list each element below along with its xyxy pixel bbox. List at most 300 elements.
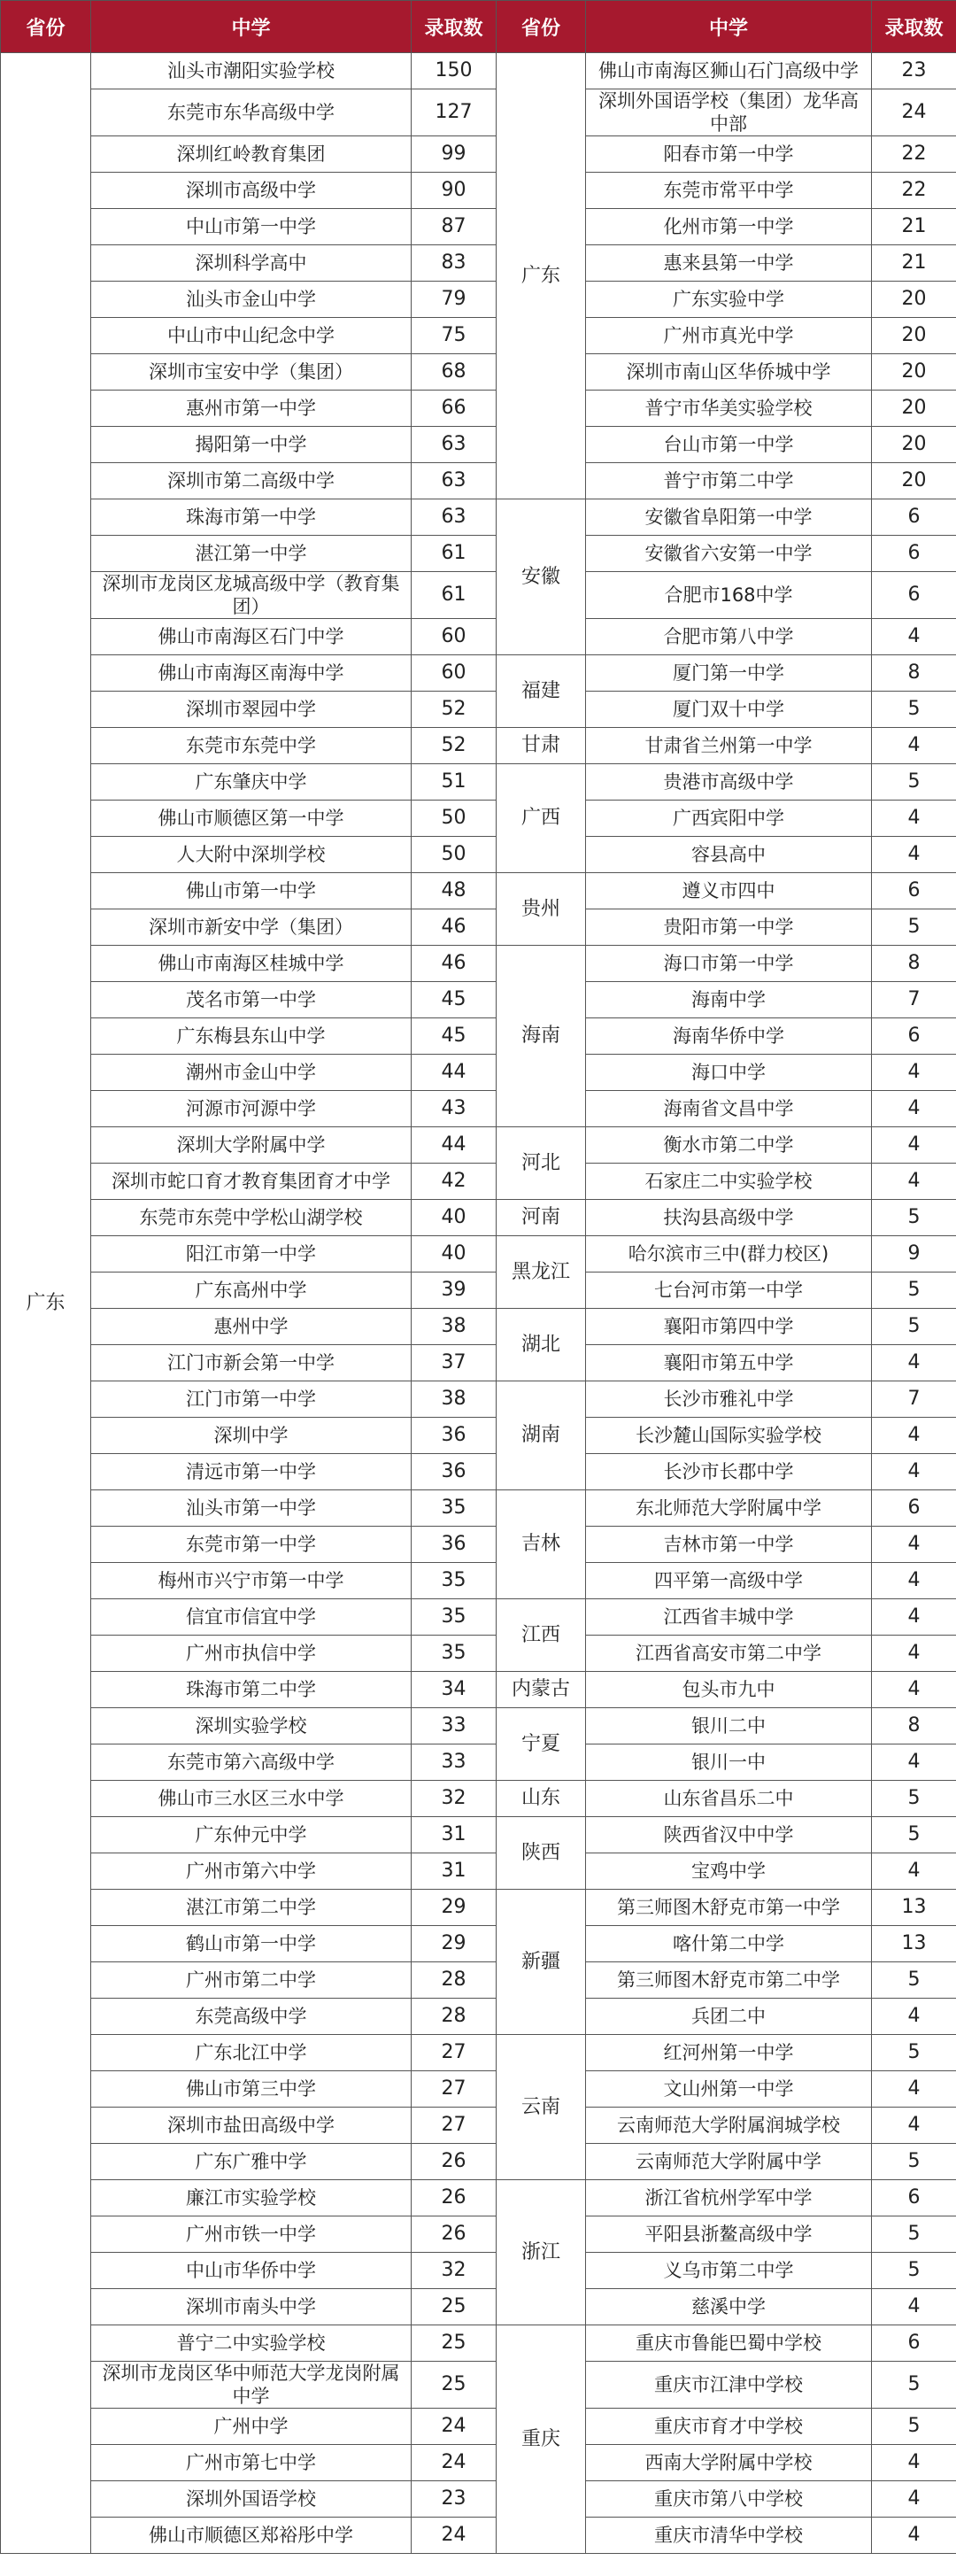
table-row: [1, 2253, 956, 2289]
count-cell: 5: [872, 2409, 956, 2445]
count-cell: 4: [872, 1091, 956, 1127]
school-cell: 普宁市第二中学: [586, 463, 872, 499]
count-cell: 13: [872, 1890, 956, 1926]
school-cell: 重庆市清华中学校: [586, 2518, 872, 2554]
school-cell: 甘肃省兰州第一中学: [586, 728, 872, 764]
count-cell: 24: [412, 2518, 497, 2554]
count-cell: 38: [412, 1381, 497, 1418]
table-row: [1, 1817, 956, 1853]
school-cell: 宝鸡中学: [586, 1853, 872, 1890]
count-cell: 6: [872, 873, 956, 909]
count-cell: 45: [412, 1018, 497, 1055]
table-row: [1, 1853, 956, 1890]
school-cell: 东莞市第一中学: [91, 1527, 412, 1563]
count-cell: 4: [872, 1527, 956, 1563]
count-cell: 26: [412, 2216, 497, 2253]
school-cell: 中山市中山纪念中学: [91, 318, 412, 354]
count-cell: 63: [412, 463, 497, 499]
table-row: [1, 1127, 956, 1164]
count-cell: 35: [412, 1563, 497, 1599]
province-cell: 甘肃: [497, 728, 586, 764]
count-cell: 4: [872, 728, 956, 764]
count-cell: 61: [412, 536, 497, 572]
school-cell: 佛山市三水区三水中学: [91, 1781, 412, 1817]
count-cell: 28: [412, 1999, 497, 2035]
province-cell: 重庆: [497, 2325, 586, 2554]
school-cell: 佛山市第一中学: [91, 873, 412, 909]
school-cell: 石家庄二中实验学校: [586, 1164, 872, 1200]
count-cell: 90: [412, 173, 497, 209]
school-cell: 重庆市育才中学校: [586, 2409, 872, 2445]
count-cell: 33: [412, 1744, 497, 1781]
count-cell: 24: [412, 2445, 497, 2481]
count-cell: 4: [872, 1418, 956, 1454]
table-row: [1, 1744, 956, 1781]
province-cell: 宁夏: [497, 1708, 586, 1781]
school-cell: 深圳市南山区华侨城中学: [586, 354, 872, 391]
province-cell-left: 广东: [1, 53, 91, 2554]
school-cell: 合肥市168中学: [586, 572, 872, 619]
school-cell: 化州市第一中学: [586, 209, 872, 245]
school-cell: 东莞市常平中学: [586, 173, 872, 209]
table-row: [1, 1490, 956, 1527]
school-cell: 云南师范大学附属润城学校: [586, 2108, 872, 2144]
table-row: [1, 909, 956, 946]
school-cell: 惠来县第一中学: [586, 245, 872, 282]
count-cell: 29: [412, 1890, 497, 1926]
province-cell: 黑龙江: [497, 1236, 586, 1309]
school-cell: 广州市真光中学: [586, 318, 872, 354]
school-cell: 潮州市金山中学: [91, 1055, 412, 1091]
count-cell: 87: [412, 209, 497, 245]
school-cell: 佛山市南海区南海中学: [91, 655, 412, 692]
count-cell: 4: [872, 1672, 956, 1708]
province-cell: 河北: [497, 1127, 586, 1200]
count-cell: 52: [412, 692, 497, 728]
count-cell: 6: [872, 1018, 956, 1055]
table-row: [1, 1636, 956, 1672]
table-row: [1, 1999, 956, 2035]
count-cell: 35: [412, 1490, 497, 1527]
count-cell: 4: [872, 619, 956, 655]
school-cell: 深圳市高级中学: [91, 173, 412, 209]
count-cell: 8: [872, 946, 956, 982]
province-cell: 山东: [497, 1781, 586, 1817]
table-row: [1, 2518, 956, 2554]
school-cell: 哈尔滨市三中(群力校区): [586, 1236, 872, 1273]
school-cell: 惠州中学: [91, 1309, 412, 1345]
school-cell: 汕头市第一中学: [91, 1490, 412, 1527]
count-cell: 99: [412, 136, 497, 173]
count-cell: 42: [412, 1164, 497, 1200]
count-cell: 37: [412, 1345, 497, 1381]
header-school-2: 中学: [586, 1, 872, 53]
count-cell: 33: [412, 1708, 497, 1744]
table-row: [1, 1055, 956, 1091]
table-row: [1, 173, 956, 209]
school-cell: 深圳市龙岗区龙城高级中学（教育集团）: [91, 572, 412, 619]
school-cell: 河源市河源中学: [91, 1091, 412, 1127]
count-cell: 5: [872, 2216, 956, 2253]
count-cell: 7: [872, 1381, 956, 1418]
table-row: [1, 1527, 956, 1563]
count-cell: 63: [412, 499, 497, 536]
count-cell: 60: [412, 619, 497, 655]
count-cell: 45: [412, 982, 497, 1018]
count-cell: 50: [412, 801, 497, 837]
school-cell: 台山市第一中学: [586, 427, 872, 463]
count-cell: 4: [872, 2071, 956, 2108]
table-row: [1, 728, 956, 764]
table-row: [1, 1309, 956, 1345]
count-cell: 48: [412, 873, 497, 909]
count-cell: 4: [872, 2108, 956, 2144]
count-cell: 25: [412, 2325, 497, 2362]
count-cell: 5: [872, 1273, 956, 1309]
count-cell: 39: [412, 1273, 497, 1309]
count-cell: 20: [872, 282, 956, 318]
school-cell: 佛山市第三中学: [91, 2071, 412, 2108]
count-cell: 46: [412, 946, 497, 982]
count-cell: 31: [412, 1817, 497, 1853]
table-row: [1, 619, 956, 655]
count-cell: 46: [412, 909, 497, 946]
count-cell: 6: [872, 2180, 956, 2216]
school-cell: 海南省文昌中学: [586, 1091, 872, 1127]
school-cell: 深圳市龙岗区华中师范大学龙岗附属中学: [91, 2362, 412, 2409]
province-cell: 湖北: [497, 1309, 586, 1381]
count-cell: 51: [412, 764, 497, 801]
count-cell: 127: [412, 89, 497, 136]
school-cell: 深圳市蛇口育才教育集团育才中学: [91, 1164, 412, 1200]
count-cell: 4: [872, 1563, 956, 1599]
school-cell: 广东北江中学: [91, 2035, 412, 2071]
school-cell: 深圳实验学校: [91, 1708, 412, 1744]
table-row: [1, 2108, 956, 2144]
count-cell: 24: [412, 2409, 497, 2445]
count-cell: 40: [412, 1200, 497, 1236]
school-cell: 重庆市鲁能巴蜀中学校: [586, 2325, 872, 2362]
school-cell: 厦门第一中学: [586, 655, 872, 692]
school-cell: 长沙市雅礼中学: [586, 1381, 872, 1418]
count-cell: 4: [872, 1636, 956, 1672]
count-cell: 32: [412, 2253, 497, 2289]
count-cell: 5: [872, 1200, 956, 1236]
province-cell: 海南: [497, 946, 586, 1127]
school-cell: 广州市第七中学: [91, 2445, 412, 2481]
table-row: [1, 1926, 956, 1962]
school-cell: 深圳大学附属中学: [91, 1127, 412, 1164]
count-cell: 38: [412, 1309, 497, 1345]
count-cell: 23: [872, 53, 956, 89]
school-cell: 西南大学附属中学校: [586, 2445, 872, 2481]
school-cell: 深圳外国语学校: [91, 2481, 412, 2518]
count-cell: 6: [872, 2325, 956, 2362]
table-row: [1, 2481, 956, 2518]
school-cell: 包头市九中: [586, 1672, 872, 1708]
count-cell: 25: [412, 2289, 497, 2325]
school-cell: 广东梅县东山中学: [91, 1018, 412, 1055]
school-cell: 喀什第二中学: [586, 1926, 872, 1962]
table-row: [1, 1381, 956, 1418]
school-cell: 深圳红岭教育集团: [91, 136, 412, 173]
school-cell: 江西省高安市第二中学: [586, 1636, 872, 1672]
school-cell: 佛山市南海区桂城中学: [91, 946, 412, 982]
count-cell: 44: [412, 1127, 497, 1164]
school-cell: 阳江市第一中学: [91, 1236, 412, 1273]
table-row: [1, 1018, 956, 1055]
school-cell: 厦门双十中学: [586, 692, 872, 728]
school-cell: 湛江第一中学: [91, 536, 412, 572]
header-province: 省份: [1, 1, 91, 53]
school-cell: 陕西省汉中中学: [586, 1817, 872, 1853]
table-row: [1, 692, 956, 728]
count-cell: 63: [412, 427, 497, 463]
count-cell: 52: [412, 728, 497, 764]
count-cell: 68: [412, 354, 497, 391]
count-cell: 83: [412, 245, 497, 282]
count-cell: 4: [872, 1744, 956, 1781]
school-cell: 广东实验中学: [586, 282, 872, 318]
count-cell: 25: [412, 2362, 497, 2409]
school-cell: 廉江市实验学校: [91, 2180, 412, 2216]
school-cell: 四平第一高级中学: [586, 1563, 872, 1599]
table-row: [1, 655, 956, 692]
count-cell: 5: [872, 692, 956, 728]
count-cell: 26: [412, 2180, 497, 2216]
school-cell: 长沙市长郡中学: [586, 1454, 872, 1490]
school-cell: 惠州市第一中学: [91, 391, 412, 427]
school-cell: 江门市第一中学: [91, 1381, 412, 1418]
school-cell: 佛山市顺德区郑裕彤中学: [91, 2518, 412, 2554]
province-cell: 浙江: [497, 2180, 586, 2325]
school-cell: 东莞高级中学: [91, 1999, 412, 2035]
count-cell: 26: [412, 2144, 497, 2180]
table-row: [1, 1454, 956, 1490]
school-cell: 安徽省六安第一中学: [586, 536, 872, 572]
province-cell: 吉林: [497, 1490, 586, 1599]
count-cell: 44: [412, 1055, 497, 1091]
province-cell: 安徽: [497, 499, 586, 655]
school-cell: 银川二中: [586, 1708, 872, 1744]
count-cell: 6: [872, 536, 956, 572]
school-cell: 江西省丰城中学: [586, 1599, 872, 1636]
header-count: 录取数: [412, 1, 497, 53]
school-cell: 广东高州中学: [91, 1273, 412, 1309]
school-cell: 佛山市顺德区第一中学: [91, 801, 412, 837]
table-body: [1, 53, 956, 2554]
province-cell: 湖南: [497, 1381, 586, 1490]
count-cell: 4: [872, 801, 956, 837]
school-cell: 海口市第一中学: [586, 946, 872, 982]
school-cell: 茂名市第一中学: [91, 982, 412, 1018]
province-cell: 贵州: [497, 873, 586, 946]
count-cell: 5: [872, 1817, 956, 1853]
count-cell: 4: [872, 1999, 956, 2035]
school-cell: 东北师范大学附属中学: [586, 1490, 872, 1527]
school-cell: 东莞市东莞中学松山湖学校: [91, 1200, 412, 1236]
table-row: [1, 2445, 956, 2481]
school-cell: 吉林市第一中学: [586, 1527, 872, 1563]
school-cell: 东莞市第六高级中学: [91, 1744, 412, 1781]
header-province-2: 省份: [497, 1, 586, 53]
header-school: 中学: [91, 1, 412, 53]
table-row: [1, 1273, 956, 1309]
table-row: [1, 572, 956, 619]
table-row: [1, 946, 956, 982]
school-cell: 普宁市华美实验学校: [586, 391, 872, 427]
school-cell: 襄阳市第五中学: [586, 1345, 872, 1381]
count-cell: 5: [872, 2035, 956, 2071]
table-row: [1, 1164, 956, 1200]
count-cell: 4: [872, 2289, 956, 2325]
count-cell: 50: [412, 837, 497, 873]
table-row: [1, 427, 956, 463]
table-row: [1, 1418, 956, 1454]
count-cell: 75: [412, 318, 497, 354]
school-cell: 七台河市第一中学: [586, 1273, 872, 1309]
table-row: [1, 136, 956, 173]
header-count-2: 录取数: [872, 1, 956, 53]
count-cell: 43: [412, 1091, 497, 1127]
table-row: [1, 282, 956, 318]
school-cell: 重庆市江津中学校: [586, 2362, 872, 2409]
count-cell: 20: [872, 391, 956, 427]
table-row: [1, 245, 956, 282]
count-cell: 5: [872, 764, 956, 801]
school-cell: 深圳科学高中: [91, 245, 412, 282]
province-cell: 广东: [497, 53, 586, 499]
count-cell: 40: [412, 1236, 497, 1273]
count-cell: 150: [412, 53, 497, 89]
count-cell: 4: [872, 1127, 956, 1164]
table-row: [1, 1200, 956, 1236]
province-cell: 广西: [497, 764, 586, 873]
table-row: [1, 873, 956, 909]
school-cell: 清远市第一中学: [91, 1454, 412, 1490]
school-cell: 珠海市第二中学: [91, 1672, 412, 1708]
count-cell: 9: [872, 1236, 956, 1273]
school-cell: 鹤山市第一中学: [91, 1926, 412, 1962]
school-cell: 揭阳第一中学: [91, 427, 412, 463]
count-cell: 20: [872, 463, 956, 499]
school-cell: 海南中学: [586, 982, 872, 1018]
province-cell: 陕西: [497, 1817, 586, 1890]
school-cell: 珠海市第一中学: [91, 499, 412, 536]
count-cell: 24: [872, 89, 956, 136]
school-cell: 深圳市盐田高级中学: [91, 2108, 412, 2144]
school-cell: 江门市新会第一中学: [91, 1345, 412, 1381]
table-row: [1, 2144, 956, 2180]
table-row: [1, 1781, 956, 1817]
count-cell: 4: [872, 1164, 956, 1200]
count-cell: 34: [412, 1672, 497, 1708]
count-cell: 6: [872, 499, 956, 536]
count-cell: 61: [412, 572, 497, 619]
school-cell: 文山州第一中学: [586, 2071, 872, 2108]
count-cell: 7: [872, 982, 956, 1018]
count-cell: 6: [872, 1490, 956, 1527]
school-cell: 襄阳市第四中学: [586, 1309, 872, 1345]
school-cell: 汕头市金山中学: [91, 282, 412, 318]
school-cell: 兵团二中: [586, 1999, 872, 2035]
school-cell: 第三师图木舒克市第一中学: [586, 1890, 872, 1926]
school-cell: 广州市铁一中学: [91, 2216, 412, 2253]
table-row: [1, 318, 956, 354]
school-cell: 衡水市第二中学: [586, 1127, 872, 1164]
school-cell: 广州市第二中学: [91, 1962, 412, 1999]
count-cell: 36: [412, 1418, 497, 1454]
province-cell: 云南: [497, 2035, 586, 2180]
count-cell: 28: [412, 1962, 497, 1999]
province-cell: 江西: [497, 1599, 586, 1672]
school-cell: 广州市第六中学: [91, 1853, 412, 1890]
school-cell: 信宜市信宜中学: [91, 1599, 412, 1636]
school-cell: 慈溪中学: [586, 2289, 872, 2325]
table-row: [1, 764, 956, 801]
count-cell: 5: [872, 2144, 956, 2180]
count-cell: 60: [412, 655, 497, 692]
province-cell: 新疆: [497, 1890, 586, 2035]
count-cell: 4: [872, 2518, 956, 2554]
school-cell: 深圳外国语学校（集团）龙华高中部: [586, 89, 872, 136]
table-row: [1, 1890, 956, 1926]
table-row: [1, 463, 956, 499]
table-row: [1, 1962, 956, 1999]
table-row: [1, 1708, 956, 1744]
school-cell: 广东肇庆中学: [91, 764, 412, 801]
table-row: [1, 89, 956, 136]
school-cell: 容县高中: [586, 837, 872, 873]
school-cell: 深圳中学: [91, 1418, 412, 1454]
school-cell: 东莞市东华高级中学: [91, 89, 412, 136]
count-cell: 8: [872, 1708, 956, 1744]
school-cell: 广东仲元中学: [91, 1817, 412, 1853]
table-row: [1, 801, 956, 837]
count-cell: 4: [872, 1853, 956, 1890]
school-cell: 广西宾阳中学: [586, 801, 872, 837]
school-cell: 阳春市第一中学: [586, 136, 872, 173]
count-cell: 5: [872, 2253, 956, 2289]
table-row: [1, 2325, 956, 2362]
table-row: [1, 2180, 956, 2216]
count-cell: 21: [872, 209, 956, 245]
count-cell: 5: [872, 1962, 956, 1999]
school-cell: 平阳县浙鳌高级中学: [586, 2216, 872, 2253]
count-cell: 20: [872, 318, 956, 354]
count-cell: 27: [412, 2108, 497, 2144]
table-row: [1, 1563, 956, 1599]
province-cell: 河南: [497, 1200, 586, 1236]
count-cell: 21: [872, 245, 956, 282]
table-row: [1, 53, 956, 89]
school-cell: 广州中学: [91, 2409, 412, 2445]
table-row: [1, 2362, 956, 2409]
school-cell: 中山市第一中学: [91, 209, 412, 245]
count-cell: 5: [872, 909, 956, 946]
table-row: [1, 2409, 956, 2445]
table-row: [1, 1345, 956, 1381]
table-row: [1, 536, 956, 572]
count-cell: 4: [872, 1345, 956, 1381]
table-row: [1, 1672, 956, 1708]
count-cell: 4: [872, 1599, 956, 1636]
province-cell: 内蒙古: [497, 1672, 586, 1708]
school-cell: 深圳市宝安中学（集团）: [91, 354, 412, 391]
count-cell: 5: [872, 2362, 956, 2409]
table-row: [1, 2289, 956, 2325]
count-cell: 22: [872, 136, 956, 173]
